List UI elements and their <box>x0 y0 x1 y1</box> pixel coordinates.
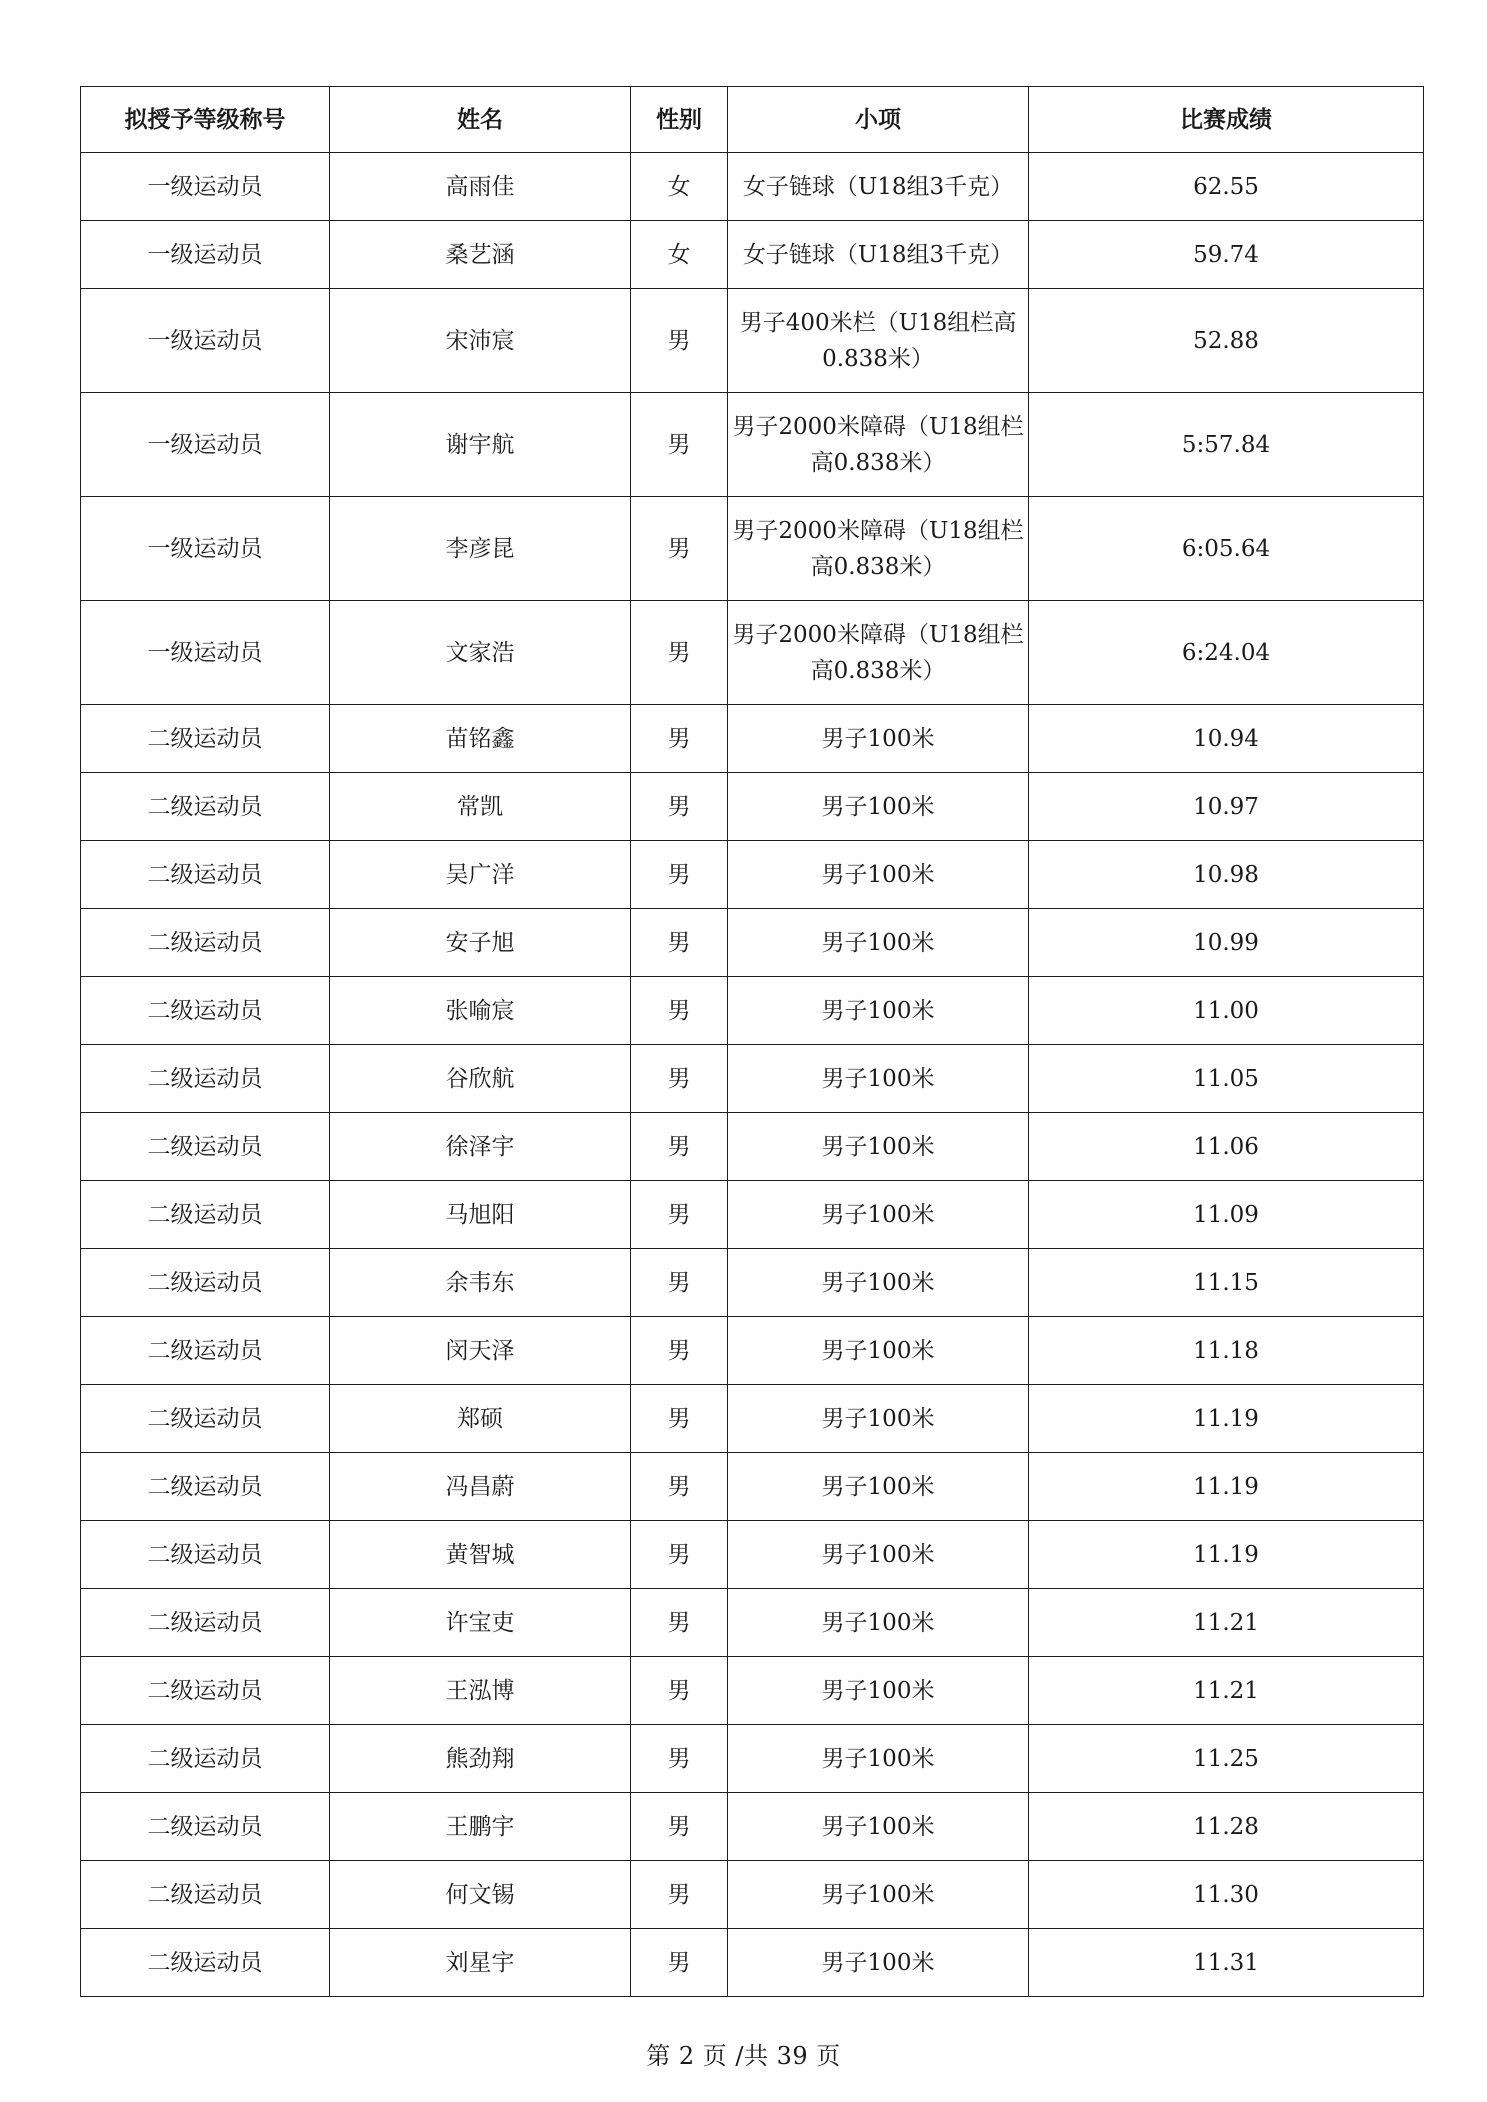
cell-name: 余韦东 <box>330 1249 631 1317</box>
cell-level: 二级运动员 <box>81 977 330 1045</box>
cell-gender: 男 <box>631 1861 728 1929</box>
cell-gender: 男 <box>631 1793 728 1861</box>
table-header-row <box>81 87 1424 153</box>
cell-name: 王泓博 <box>330 1657 631 1725</box>
cell-gender: 男 <box>631 909 728 977</box>
cell-gender: 男 <box>631 601 728 705</box>
table-row <box>81 977 1424 1045</box>
table-row <box>81 1249 1424 1317</box>
cell-name: 冯昌蔚 <box>330 1453 631 1521</box>
cell-gender: 男 <box>631 1521 728 1589</box>
cell-event: 男子100米 <box>728 977 1029 1045</box>
cell-name: 安子旭 <box>330 909 631 977</box>
table-row <box>81 773 1424 841</box>
table-row <box>81 1113 1424 1181</box>
cell-score: 11.30 <box>1029 1861 1424 1929</box>
cell-score: 11.15 <box>1029 1249 1424 1317</box>
cell-score: 11.18 <box>1029 1317 1424 1385</box>
cell-gender: 男 <box>631 1725 728 1793</box>
table-row <box>81 1725 1424 1793</box>
cell-name: 吴广洋 <box>330 841 631 909</box>
table-row <box>81 1521 1424 1589</box>
cell-event: 男子100米 <box>728 773 1029 841</box>
cell-score: 10.97 <box>1029 773 1424 841</box>
cell-level: 一级运动员 <box>81 289 330 393</box>
table-row <box>81 1385 1424 1453</box>
cell-name: 桑艺涵 <box>330 221 631 289</box>
cell-score: 11.05 <box>1029 1045 1424 1113</box>
cell-score: 10.98 <box>1029 841 1424 909</box>
table-row <box>81 221 1424 289</box>
cell-level: 二级运动员 <box>81 1861 330 1929</box>
cell-gender: 女 <box>631 153 728 221</box>
cell-score: 11.09 <box>1029 1181 1424 1249</box>
cell-gender: 男 <box>631 1317 728 1385</box>
cell-level: 一级运动员 <box>81 393 330 497</box>
cell-event: 男子100米 <box>728 909 1029 977</box>
cell-level: 一级运动员 <box>81 221 330 289</box>
cell-name: 高雨佳 <box>330 153 631 221</box>
cell-gender: 男 <box>631 1249 728 1317</box>
cell-score: 11.19 <box>1029 1385 1424 1453</box>
cell-score: 11.00 <box>1029 977 1424 1045</box>
table-row <box>81 393 1424 497</box>
cell-score: 5:57.84 <box>1029 393 1424 497</box>
page-footer: 第 2 页 /共 39 页 <box>646 2042 841 2070</box>
cell-score: 62.55 <box>1029 153 1424 221</box>
cell-event: 男子100米 <box>728 1725 1029 1793</box>
cell-gender: 男 <box>631 1929 728 1997</box>
cell-name: 王鹏宇 <box>330 1793 631 1861</box>
cell-name: 文家浩 <box>330 601 631 705</box>
cell-event: 男子100米 <box>728 705 1029 773</box>
cell-event: 男子100米 <box>728 1453 1029 1521</box>
cell-level: 二级运动员 <box>81 1181 330 1249</box>
cell-level: 一级运动员 <box>81 153 330 221</box>
cell-name: 谢宇航 <box>330 393 631 497</box>
table-row <box>81 1657 1424 1725</box>
cell-level: 二级运动员 <box>81 1385 330 1453</box>
table-row <box>81 1589 1424 1657</box>
table-row <box>81 1453 1424 1521</box>
cell-level: 二级运动员 <box>81 1317 330 1385</box>
header-gender: 性别 <box>631 87 728 153</box>
cell-event: 男子2000米障碍（U18组栏高0.838米） <box>728 601 1029 705</box>
cell-level: 二级运动员 <box>81 1793 330 1861</box>
cell-event: 男子100米 <box>728 1589 1029 1657</box>
table-row <box>81 1929 1424 1997</box>
cell-gender: 男 <box>631 1385 728 1453</box>
cell-event: 男子100米 <box>728 1045 1029 1113</box>
cell-level: 二级运动员 <box>81 1045 330 1113</box>
cell-level: 二级运动员 <box>81 841 330 909</box>
cell-event: 男子100米 <box>728 1657 1029 1725</box>
cell-event: 男子400米栏（U18组栏高0.838米） <box>728 289 1029 393</box>
cell-score: 11.21 <box>1029 1657 1424 1725</box>
cell-gender: 男 <box>631 705 728 773</box>
header-name: 姓名 <box>330 87 631 153</box>
cell-event: 男子100米 <box>728 1793 1029 1861</box>
cell-gender: 男 <box>631 1113 728 1181</box>
cell-level: 二级运动员 <box>81 1113 330 1181</box>
cell-level: 二级运动员 <box>81 1453 330 1521</box>
cell-name: 闵天泽 <box>330 1317 631 1385</box>
table-row <box>81 1793 1424 1861</box>
cell-event: 男子100米 <box>728 1521 1029 1589</box>
cell-level: 二级运动员 <box>81 909 330 977</box>
table-row <box>81 1045 1424 1113</box>
cell-score: 11.21 <box>1029 1589 1424 1657</box>
cell-level: 一级运动员 <box>81 601 330 705</box>
cell-score: 11.19 <box>1029 1453 1424 1521</box>
cell-level: 一级运动员 <box>81 497 330 601</box>
cell-score: 52.88 <box>1029 289 1424 393</box>
cell-gender: 男 <box>631 773 728 841</box>
cell-gender: 男 <box>631 1453 728 1521</box>
cell-name: 宋沛宸 <box>330 289 631 393</box>
cell-gender: 男 <box>631 289 728 393</box>
cell-event: 男子100米 <box>728 1861 1029 1929</box>
cell-level: 二级运动员 <box>81 705 330 773</box>
cell-score: 6:05.64 <box>1029 497 1424 601</box>
table-row <box>81 705 1424 773</box>
cell-level: 二级运动员 <box>81 1929 330 1997</box>
cell-name: 黄智城 <box>330 1521 631 1589</box>
cell-name: 谷欣航 <box>330 1045 631 1113</box>
cell-gender: 男 <box>631 497 728 601</box>
cell-score: 11.28 <box>1029 1793 1424 1861</box>
cell-gender: 男 <box>631 977 728 1045</box>
cell-gender: 女 <box>631 221 728 289</box>
cell-name: 许宝吏 <box>330 1589 631 1657</box>
cell-event: 男子100米 <box>728 1385 1029 1453</box>
cell-score: 11.25 <box>1029 1725 1424 1793</box>
cell-gender: 男 <box>631 1045 728 1113</box>
cell-event: 女子链球（U18组3千克） <box>728 221 1029 289</box>
table-row <box>81 1861 1424 1929</box>
table-row <box>81 289 1424 393</box>
cell-level: 二级运动员 <box>81 1589 330 1657</box>
cell-event: 女子链球（U18组3千克） <box>728 153 1029 221</box>
cell-level: 二级运动员 <box>81 773 330 841</box>
cell-event: 男子100米 <box>728 1929 1029 1997</box>
cell-level: 二级运动员 <box>81 1249 330 1317</box>
table-row <box>81 841 1424 909</box>
cell-score: 11.06 <box>1029 1113 1424 1181</box>
cell-name: 熊劲翔 <box>330 1725 631 1793</box>
cell-name: 何文锡 <box>330 1861 631 1929</box>
cell-gender: 男 <box>631 1589 728 1657</box>
table-row <box>81 1181 1424 1249</box>
table-row <box>81 497 1424 601</box>
athlete-table <box>80 86 1424 1997</box>
cell-name: 马旭阳 <box>330 1181 631 1249</box>
header-level: 拟授予等级称号 <box>81 87 330 153</box>
cell-event: 男子100米 <box>728 1181 1029 1249</box>
cell-score: 11.19 <box>1029 1521 1424 1589</box>
table-row <box>81 601 1424 705</box>
header-event: 小项 <box>728 87 1029 153</box>
cell-name: 张喻宸 <box>330 977 631 1045</box>
cell-name: 苗铭鑫 <box>330 705 631 773</box>
cell-name: 刘星宇 <box>330 1929 631 1997</box>
cell-event: 男子2000米障碍（U18组栏高0.838米） <box>728 393 1029 497</box>
table-row <box>81 1317 1424 1385</box>
cell-name: 郑硕 <box>330 1385 631 1453</box>
cell-score: 10.94 <box>1029 705 1424 773</box>
header-score: 比赛成绩 <box>1029 87 1424 153</box>
cell-score: 6:24.04 <box>1029 601 1424 705</box>
cell-gender: 男 <box>631 1181 728 1249</box>
cell-gender: 男 <box>631 841 728 909</box>
table-row <box>81 153 1424 221</box>
cell-event: 男子100米 <box>728 1249 1029 1317</box>
cell-name: 李彦昆 <box>330 497 631 601</box>
cell-level: 二级运动员 <box>81 1725 330 1793</box>
cell-level: 二级运动员 <box>81 1657 330 1725</box>
cell-gender: 男 <box>631 1657 728 1725</box>
table-row <box>81 909 1424 977</box>
cell-score: 59.74 <box>1029 221 1424 289</box>
cell-name: 徐泽宇 <box>330 1113 631 1181</box>
cell-name: 常凯 <box>330 773 631 841</box>
cell-score: 10.99 <box>1029 909 1424 977</box>
cell-event: 男子100米 <box>728 1113 1029 1181</box>
cell-score: 11.31 <box>1029 1929 1424 1997</box>
cell-level: 二级运动员 <box>81 1521 330 1589</box>
cell-event: 男子2000米障碍（U18组栏高0.838米） <box>728 497 1029 601</box>
cell-event: 男子100米 <box>728 841 1029 909</box>
cell-event: 男子100米 <box>728 1317 1029 1385</box>
cell-gender: 男 <box>631 393 728 497</box>
